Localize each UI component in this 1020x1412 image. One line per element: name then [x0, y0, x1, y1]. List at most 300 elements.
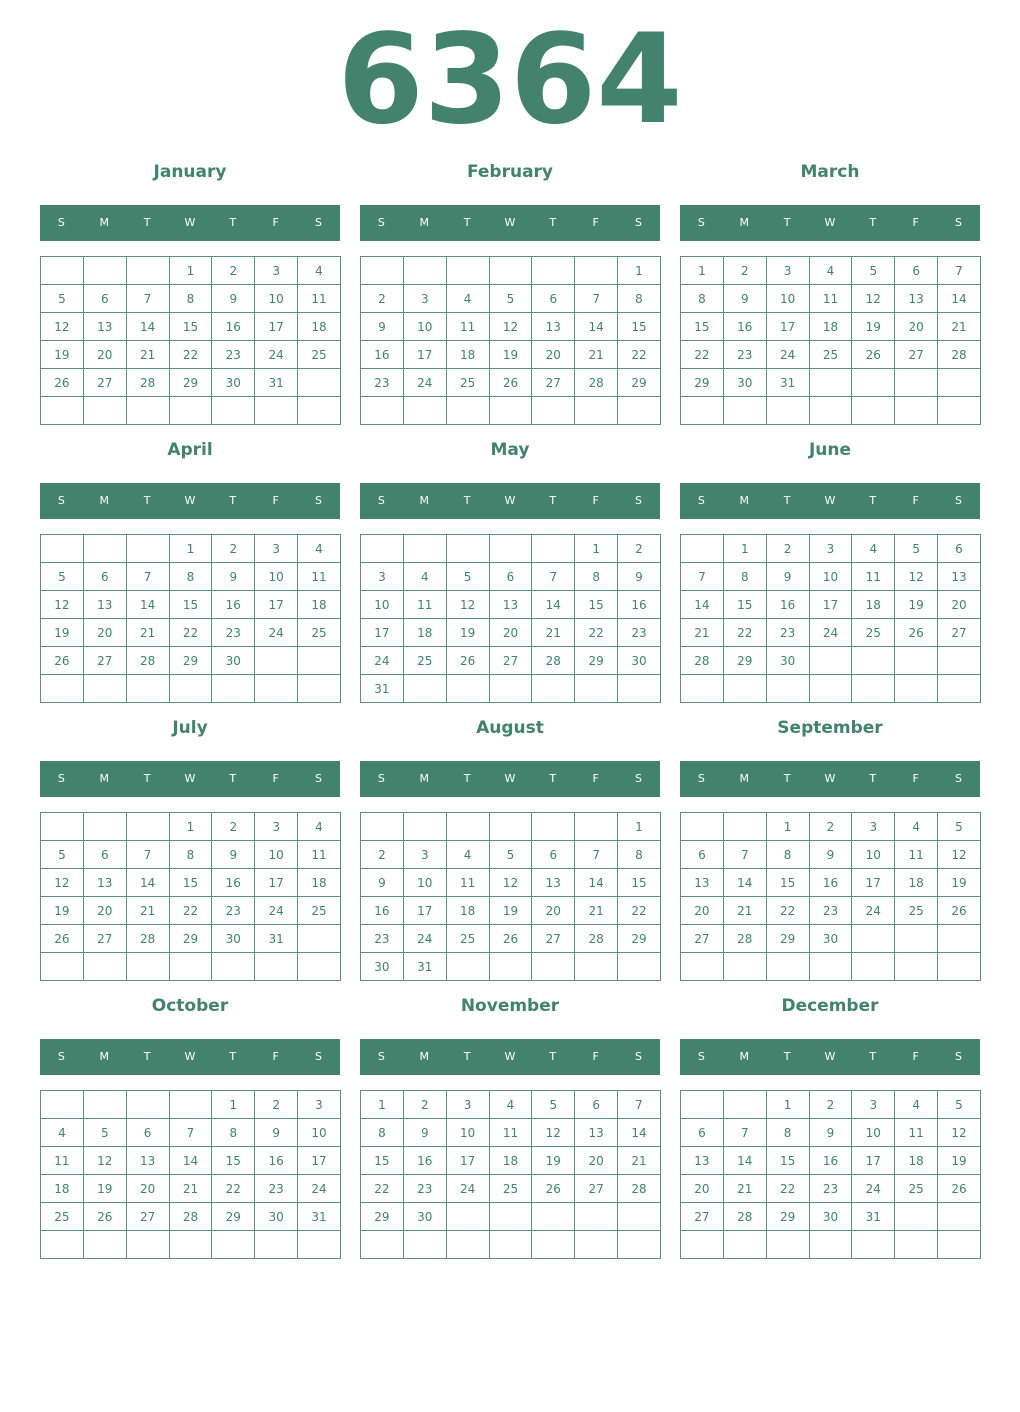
day-cell: 22 — [169, 897, 212, 925]
day-cell: 15 — [169, 591, 212, 619]
day-cell: 25 — [298, 619, 341, 647]
empty-day-cell — [895, 953, 938, 981]
week-row — [681, 1203, 981, 1231]
empty-day-cell — [938, 369, 981, 397]
day-cell: 12 — [41, 313, 84, 341]
day-cell: 28 — [938, 341, 981, 369]
day-cell: 15 — [169, 869, 212, 897]
empty-day-cell — [809, 1231, 852, 1259]
day-cell: 20 — [83, 897, 126, 925]
empty-day-cell — [169, 1091, 212, 1119]
weekday-header — [40, 483, 340, 519]
week-row — [681, 925, 981, 953]
day-cell: 27 — [83, 369, 126, 397]
empty-day-cell — [852, 647, 895, 675]
day-cell: 16 — [766, 591, 809, 619]
week-row — [41, 1091, 341, 1119]
empty-day-cell — [169, 953, 212, 981]
weekday-label: S — [954, 1050, 962, 1063]
empty-day-cell — [403, 813, 446, 841]
empty-day-cell — [361, 813, 404, 841]
day-cell: 31 — [255, 369, 298, 397]
day-cell: 10 — [809, 563, 852, 591]
day-grid — [40, 256, 341, 425]
day-cell: 16 — [809, 1147, 852, 1175]
weekday-label: W — [824, 216, 836, 229]
empty-day-cell — [83, 953, 126, 981]
week-row — [361, 285, 661, 313]
empty-day-cell — [489, 953, 532, 981]
day-cell: 11 — [895, 1119, 938, 1147]
weekday-label: T — [549, 494, 557, 507]
day-cell: 8 — [766, 841, 809, 869]
weekday-label: S — [57, 1050, 65, 1063]
day-cell: 3 — [361, 563, 404, 591]
empty-day-cell — [723, 1231, 766, 1259]
day-cell: 3 — [298, 1091, 341, 1119]
day-cell: 22 — [681, 341, 724, 369]
empty-day-cell — [852, 953, 895, 981]
day-cell: 2 — [809, 813, 852, 841]
day-cell: 7 — [532, 563, 575, 591]
day-cell: 29 — [212, 1203, 255, 1231]
day-cell: 1 — [681, 257, 724, 285]
day-cell: 30 — [212, 925, 255, 953]
day-cell: 14 — [126, 869, 169, 897]
week-row — [41, 313, 341, 341]
weekday-label: F — [912, 216, 919, 229]
weekday-label: T — [549, 216, 557, 229]
day-cell: 29 — [618, 925, 661, 953]
week-row — [681, 1175, 981, 1203]
empty-day-cell — [255, 1231, 298, 1259]
month-name: January — [153, 162, 227, 182]
week-row — [681, 841, 981, 869]
empty-day-cell — [126, 675, 169, 703]
day-cell: 8 — [618, 841, 661, 869]
weekday-header — [360, 1039, 660, 1075]
day-cell: 21 — [723, 897, 766, 925]
day-cell: 21 — [532, 619, 575, 647]
day-cell: 16 — [255, 1147, 298, 1175]
empty-day-cell — [255, 675, 298, 703]
day-cell: 27 — [938, 619, 981, 647]
week-row — [41, 897, 341, 925]
day-cell: 30 — [212, 647, 255, 675]
day-cell: 1 — [169, 813, 212, 841]
day-cell: 14 — [938, 285, 981, 313]
day-cell: 20 — [895, 313, 938, 341]
empty-day-cell — [575, 675, 618, 703]
empty-day-cell — [532, 257, 575, 285]
year-title: 6364 — [337, 8, 683, 152]
weekday-label: S — [697, 1050, 705, 1063]
weekday-label: T — [463, 494, 471, 507]
day-cell: 12 — [446, 591, 489, 619]
day-cell: 11 — [446, 869, 489, 897]
day-cell: 5 — [446, 563, 489, 591]
day-cell: 7 — [575, 285, 618, 313]
empty-day-cell — [575, 1203, 618, 1231]
weekday-label: W — [504, 1050, 516, 1063]
day-cell: 31 — [403, 953, 446, 981]
empty-day-cell — [83, 535, 126, 563]
weekday-label: T — [229, 1050, 237, 1063]
day-cell: 12 — [938, 1119, 981, 1147]
week-row — [681, 563, 981, 591]
day-grid — [360, 1090, 661, 1259]
day-cell: 1 — [361, 1091, 404, 1119]
day-cell: 28 — [126, 369, 169, 397]
day-cell: 26 — [41, 647, 84, 675]
day-cell: 30 — [618, 647, 661, 675]
empty-day-cell — [895, 647, 938, 675]
day-cell: 22 — [212, 1175, 255, 1203]
month-name: June — [808, 440, 852, 460]
day-cell: 19 — [895, 591, 938, 619]
week-row — [361, 897, 661, 925]
day-cell: 26 — [489, 925, 532, 953]
empty-day-cell — [169, 675, 212, 703]
day-cell: 2 — [361, 841, 404, 869]
day-cell: 29 — [766, 925, 809, 953]
empty-day-cell — [212, 675, 255, 703]
day-cell: 15 — [723, 591, 766, 619]
day-cell: 23 — [212, 341, 255, 369]
week-row — [681, 313, 981, 341]
day-cell: 20 — [938, 591, 981, 619]
day-cell: 22 — [723, 619, 766, 647]
weekday-label: F — [912, 1050, 919, 1063]
day-cell: 10 — [852, 841, 895, 869]
day-cell: 30 — [255, 1203, 298, 1231]
day-cell: 26 — [938, 1175, 981, 1203]
day-cell: 11 — [852, 563, 895, 591]
day-cell: 17 — [361, 619, 404, 647]
empty-day-cell — [212, 953, 255, 981]
day-cell: 11 — [446, 313, 489, 341]
day-cell: 11 — [298, 285, 341, 313]
week-row — [361, 675, 661, 703]
week-row — [41, 1231, 341, 1259]
week-row — [361, 257, 661, 285]
week-row — [361, 563, 661, 591]
day-cell: 20 — [575, 1147, 618, 1175]
day-cell: 11 — [298, 841, 341, 869]
day-cell: 15 — [766, 869, 809, 897]
day-cell: 29 — [681, 369, 724, 397]
week-row — [681, 591, 981, 619]
day-cell: 17 — [852, 1147, 895, 1175]
day-cell: 13 — [681, 869, 724, 897]
empty-day-cell — [532, 535, 575, 563]
day-cell: 15 — [575, 591, 618, 619]
day-cell: 12 — [489, 313, 532, 341]
weekday-label: M — [739, 1050, 750, 1063]
empty-day-cell — [298, 925, 341, 953]
day-cell: 28 — [575, 925, 618, 953]
day-cell: 22 — [169, 341, 212, 369]
month-name: May — [490, 440, 530, 460]
day-cell: 27 — [681, 925, 724, 953]
day-cell: 22 — [618, 341, 661, 369]
day-cell: 24 — [809, 619, 852, 647]
empty-day-cell — [723, 675, 766, 703]
week-row — [681, 869, 981, 897]
day-cell: 28 — [126, 647, 169, 675]
weekday-label: M — [99, 494, 110, 507]
day-cell: 7 — [169, 1119, 212, 1147]
day-cell: 26 — [83, 1203, 126, 1231]
day-cell: 14 — [169, 1147, 212, 1175]
day-cell: 23 — [361, 925, 404, 953]
day-cell: 6 — [83, 841, 126, 869]
empty-day-cell — [809, 397, 852, 425]
week-row — [681, 813, 981, 841]
day-grid — [680, 1090, 981, 1259]
weekday-label: M — [739, 772, 750, 785]
empty-day-cell — [532, 1231, 575, 1259]
weekday-label: T — [869, 494, 877, 507]
day-cell: 18 — [489, 1147, 532, 1175]
empty-day-cell — [298, 953, 341, 981]
empty-day-cell — [575, 257, 618, 285]
week-row — [41, 647, 341, 675]
week-row — [41, 591, 341, 619]
week-row — [361, 647, 661, 675]
month-september — [680, 716, 980, 988]
weekday-label: T — [229, 772, 237, 785]
day-cell: 13 — [532, 313, 575, 341]
day-cell: 6 — [532, 841, 575, 869]
day-cell: 18 — [298, 313, 341, 341]
empty-day-cell — [938, 647, 981, 675]
empty-day-cell — [618, 397, 661, 425]
day-cell: 18 — [895, 1147, 938, 1175]
day-cell: 12 — [489, 869, 532, 897]
empty-day-cell — [489, 675, 532, 703]
empty-day-cell — [852, 925, 895, 953]
weekday-label: S — [697, 494, 705, 507]
day-cell: 28 — [126, 925, 169, 953]
day-cell: 16 — [361, 341, 404, 369]
day-cell: 6 — [681, 841, 724, 869]
week-row — [681, 397, 981, 425]
week-row — [361, 1119, 661, 1147]
empty-day-cell — [575, 1231, 618, 1259]
weekday-label: F — [592, 494, 599, 507]
day-cell: 18 — [446, 341, 489, 369]
week-row — [681, 619, 981, 647]
day-cell: 26 — [489, 369, 532, 397]
week-row — [681, 1091, 981, 1119]
weekday-label: S — [634, 1050, 642, 1063]
empty-day-cell — [361, 535, 404, 563]
week-row — [681, 1147, 981, 1175]
week-row — [41, 1175, 341, 1203]
day-cell: 19 — [938, 1147, 981, 1175]
empty-day-cell — [532, 1203, 575, 1231]
day-cell: 29 — [361, 1203, 404, 1231]
day-cell: 13 — [489, 591, 532, 619]
week-row — [681, 1231, 981, 1259]
day-cell: 23 — [809, 1175, 852, 1203]
day-cell: 24 — [403, 369, 446, 397]
day-cell: 3 — [809, 535, 852, 563]
day-cell: 30 — [723, 369, 766, 397]
day-cell: 25 — [895, 1175, 938, 1203]
weekday-label: T — [143, 772, 151, 785]
weekday-label: W — [184, 1050, 196, 1063]
week-row — [681, 647, 981, 675]
day-cell: 2 — [212, 535, 255, 563]
weekday-label: S — [954, 216, 962, 229]
day-cell: 27 — [532, 925, 575, 953]
day-cell: 4 — [446, 841, 489, 869]
day-cell: 27 — [532, 369, 575, 397]
weekday-label: F — [272, 1050, 279, 1063]
week-row — [41, 619, 341, 647]
week-row — [361, 925, 661, 953]
empty-day-cell — [489, 1231, 532, 1259]
day-cell: 21 — [575, 341, 618, 369]
empty-day-cell — [212, 397, 255, 425]
weekday-label: T — [229, 216, 237, 229]
day-cell: 17 — [298, 1147, 341, 1175]
day-cell: 9 — [361, 313, 404, 341]
day-cell: 8 — [169, 841, 212, 869]
empty-day-cell — [618, 953, 661, 981]
month-november — [360, 994, 660, 1266]
day-cell: 15 — [618, 869, 661, 897]
day-cell: 1 — [723, 535, 766, 563]
day-cell: 16 — [361, 897, 404, 925]
empty-day-cell — [766, 397, 809, 425]
empty-day-cell — [681, 813, 724, 841]
empty-day-cell — [41, 1231, 84, 1259]
week-row — [681, 897, 981, 925]
day-cell: 30 — [809, 1203, 852, 1231]
weekday-label: F — [272, 772, 279, 785]
day-cell: 11 — [895, 841, 938, 869]
day-cell: 17 — [446, 1147, 489, 1175]
day-cell: 2 — [212, 257, 255, 285]
day-cell: 21 — [681, 619, 724, 647]
day-cell: 6 — [895, 257, 938, 285]
empty-day-cell — [446, 1231, 489, 1259]
day-cell: 3 — [255, 257, 298, 285]
empty-day-cell — [83, 1091, 126, 1119]
empty-day-cell — [723, 953, 766, 981]
day-cell: 26 — [446, 647, 489, 675]
weekday-label: F — [272, 494, 279, 507]
empty-day-cell — [681, 1231, 724, 1259]
empty-day-cell — [681, 535, 724, 563]
day-cell: 20 — [681, 1175, 724, 1203]
day-cell: 14 — [618, 1119, 661, 1147]
day-cell: 24 — [298, 1175, 341, 1203]
empty-day-cell — [489, 1203, 532, 1231]
day-cell: 29 — [618, 369, 661, 397]
month-march — [680, 160, 980, 432]
weekday-label: S — [377, 1050, 385, 1063]
empty-day-cell — [255, 647, 298, 675]
empty-day-cell — [83, 397, 126, 425]
day-cell: 17 — [255, 313, 298, 341]
day-cell: 24 — [403, 925, 446, 953]
weekday-header — [680, 1039, 980, 1075]
day-cell: 30 — [361, 953, 404, 981]
empty-day-cell — [298, 647, 341, 675]
empty-day-cell — [852, 1231, 895, 1259]
day-cell: 25 — [489, 1175, 532, 1203]
day-cell: 31 — [361, 675, 404, 703]
empty-day-cell — [895, 397, 938, 425]
day-cell: 6 — [126, 1119, 169, 1147]
day-cell: 23 — [809, 897, 852, 925]
day-cell: 24 — [255, 341, 298, 369]
day-cell: 6 — [938, 535, 981, 563]
day-cell: 27 — [895, 341, 938, 369]
month-name: February — [466, 162, 554, 182]
empty-day-cell — [895, 1203, 938, 1231]
day-cell: 13 — [532, 869, 575, 897]
day-cell: 23 — [361, 369, 404, 397]
day-cell: 21 — [126, 341, 169, 369]
day-cell: 27 — [575, 1175, 618, 1203]
week-row — [41, 563, 341, 591]
empty-day-cell — [681, 675, 724, 703]
day-cell: 4 — [298, 535, 341, 563]
day-cell: 20 — [83, 619, 126, 647]
day-cell: 1 — [766, 1091, 809, 1119]
day-cell: 12 — [41, 869, 84, 897]
day-cell: 1 — [212, 1091, 255, 1119]
day-cell: 19 — [532, 1147, 575, 1175]
empty-day-cell — [809, 953, 852, 981]
day-cell: 13 — [126, 1147, 169, 1175]
weekday-label: T — [463, 216, 471, 229]
weekday-label: T — [143, 1050, 151, 1063]
day-cell: 19 — [446, 619, 489, 647]
day-cell: 26 — [895, 619, 938, 647]
day-cell: 25 — [852, 619, 895, 647]
empty-day-cell — [809, 647, 852, 675]
empty-day-cell — [403, 1231, 446, 1259]
day-cell: 11 — [809, 285, 852, 313]
empty-day-cell — [298, 1231, 341, 1259]
empty-day-cell — [575, 813, 618, 841]
day-cell: 25 — [403, 647, 446, 675]
day-cell: 4 — [403, 563, 446, 591]
empty-day-cell — [126, 257, 169, 285]
day-cell: 3 — [766, 257, 809, 285]
day-cell: 5 — [489, 285, 532, 313]
empty-day-cell — [852, 675, 895, 703]
month-name: October — [151, 996, 229, 1016]
day-cell: 4 — [895, 813, 938, 841]
day-cell: 15 — [169, 313, 212, 341]
day-cell: 9 — [212, 841, 255, 869]
empty-day-cell — [532, 953, 575, 981]
day-cell: 30 — [403, 1203, 446, 1231]
weekday-label: S — [57, 494, 65, 507]
day-cell: 21 — [575, 897, 618, 925]
day-cell: 1 — [618, 257, 661, 285]
month-april — [40, 438, 340, 710]
day-cell: 7 — [126, 841, 169, 869]
empty-day-cell — [489, 813, 532, 841]
